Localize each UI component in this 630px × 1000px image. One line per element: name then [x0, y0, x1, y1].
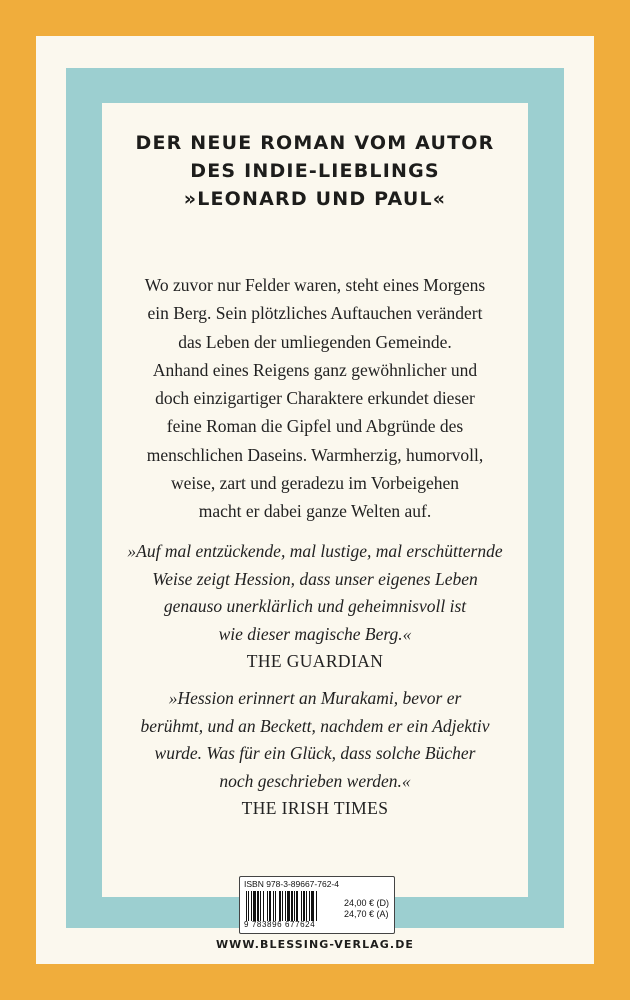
text-panel: [102, 103, 528, 897]
quote-line: berühmt, und an Beckett, nachdem er ein Adjektiv: [140, 715, 490, 736]
quote-source: THE IRISH TIMES: [241, 798, 389, 818]
publisher-website: WWW.BLESSING-VERLAG.DE: [215, 938, 415, 951]
headline-line: DER NEUE ROMAN VOM AUTOR: [135, 132, 495, 154]
quote-line: genauso unerklärlich und geheimnisvoll ist: [163, 596, 467, 616]
blurb-line: menschlichen Daseins. Warmherzig, humorvoll,: [146, 444, 484, 465]
blurb-line: das Leben der umliegenden Gemeinde.: [178, 331, 452, 352]
blurb-line: weise, zart und geradezu im Vorbeigehen: [171, 473, 459, 494]
review-quote-guardian: [102, 538, 528, 676]
headline-line: DES INDIE-LIEBLINGS: [190, 160, 440, 182]
price-austria: 24,70 € (A): [344, 909, 389, 919]
barcode-digits: 9 783896 677624: [244, 920, 316, 929]
blurb-line: Anhand eines Reigens ganz gewöhnlicher und: [152, 359, 478, 380]
quote-line: noch geschrieben werden.«: [219, 770, 411, 791]
quote-source: THE GUARDIAN: [246, 651, 384, 671]
headline: [102, 129, 528, 213]
isbn-text: ISBN 978-3-89667-762-4: [244, 879, 339, 889]
blurb-line: Wo zuvor nur Felder waren, steht eines Morgens: [144, 275, 486, 295]
blurb: [102, 271, 528, 526]
blurb-line: ein Berg. Sein plötzliches Auftauchen verändert: [147, 303, 483, 324]
price-germany: 24,00 € (D): [344, 898, 390, 908]
quote-line: »Hession erinnert an Murakami, bevor er: [168, 688, 462, 708]
blurb-line: macht er dabei ganze Welten auf.: [198, 501, 432, 522]
barcode-bars: [246, 891, 340, 921]
review-quote-irish-times: [102, 685, 528, 823]
headline-line: »LEONARD UND PAUL«: [183, 188, 447, 210]
barcode-label: [239, 876, 395, 934]
quote-line: wurde. Was für ein Glück, dass solche Bücher: [154, 743, 476, 763]
quote-line: »Auf mal entzückende, mal lustige, mal erschütternde: [127, 541, 503, 561]
blurb-line: doch einzigartiger Charaktere erkundet dieser: [155, 388, 475, 409]
quote-line: Weise zeigt Hession, dass unser eigenes Leben: [152, 568, 478, 589]
quote-line: wie dieser magische Berg.«: [218, 623, 412, 644]
blurb-line: feine Roman die Gipfel und Abgründe des: [166, 416, 464, 437]
